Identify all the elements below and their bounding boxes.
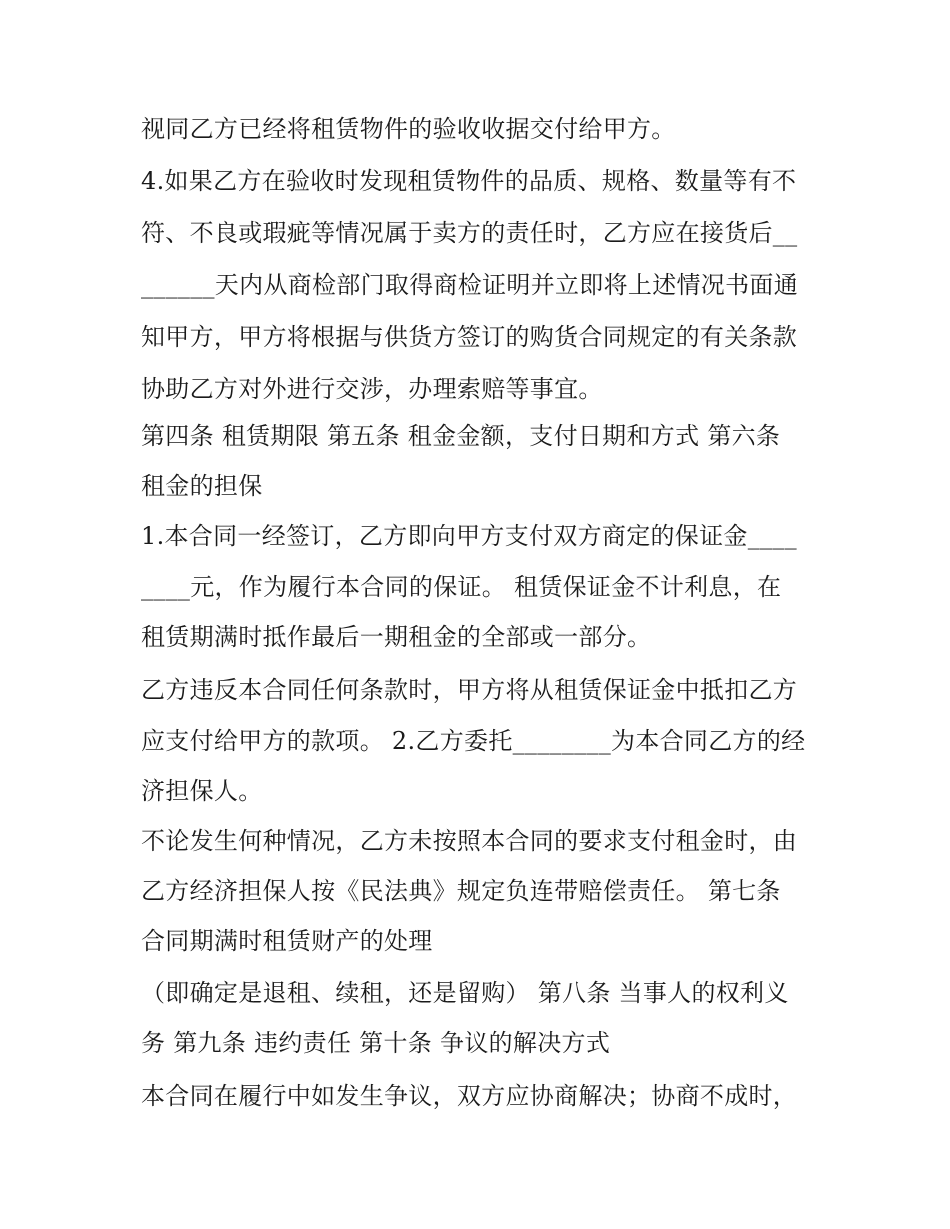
text-line: 应支付给甲方的款项。 2.乙方委托________为本合同乙方的经 <box>141 727 806 755</box>
text-line: （即确定是退租、续租，还是留购） 第八条 当事人的权利义 <box>141 979 789 1007</box>
text-line: 1.本合同一经签订，乙方即向甲方支付双方商定的保证金____ <box>141 522 797 550</box>
text-line: 乙方违反本合同任何条款时，甲方将从租赁保证金中抵扣乙方 <box>141 676 798 704</box>
text-line: 本合同在履行中如发生争议，双方应协商解决；协商不成时， <box>141 1082 798 1110</box>
text-line: ______天内从商检部门取得商检证明并立即将上述情况书面通 <box>141 271 798 299</box>
text-line: 4.如果乙方在验收时发现租赁物件的品质、规格、数量等有不 <box>141 167 797 195</box>
text-line: 第四条 租赁期限 第五条 租金金额，支付日期和方式 第六条 <box>141 422 781 450</box>
text-line: 租金的担保 <box>141 472 263 500</box>
text-line: 不论发生何种情况，乙方未按照本合同的要求支付租金时，由 <box>141 827 798 855</box>
text-line: 租赁期满时抵作最后一期租金的全部或一部分。 <box>141 623 652 651</box>
text-line: 知甲方，甲方将根据与供货方签订的购货合同规定的有关条款 <box>141 323 798 351</box>
text-line: 协助乙方对外进行交涉，办理索赔等事宜。 <box>141 375 603 403</box>
text-line: 合同期满时租赁财产的处理 <box>141 927 433 955</box>
text-line: 务 第九条 违约责任 第十条 争议的解决方式 <box>141 1029 611 1057</box>
text-line: ____元，作为履行本合同的保证。 租赁保证金不计利息，在 <box>141 573 782 601</box>
text-line: 符、不良或瑕疵等情况属于卖方的责任时，乙方应在接货后__ <box>141 219 798 247</box>
text-line: 视同乙方已经将租赁物件的验收收据交付给甲方。 <box>141 115 676 143</box>
text-line: 乙方经济担保人按《民法典》规定负连带赔偿责任。 第七条 <box>141 877 781 905</box>
text-line: 济担保人。 <box>141 777 263 805</box>
